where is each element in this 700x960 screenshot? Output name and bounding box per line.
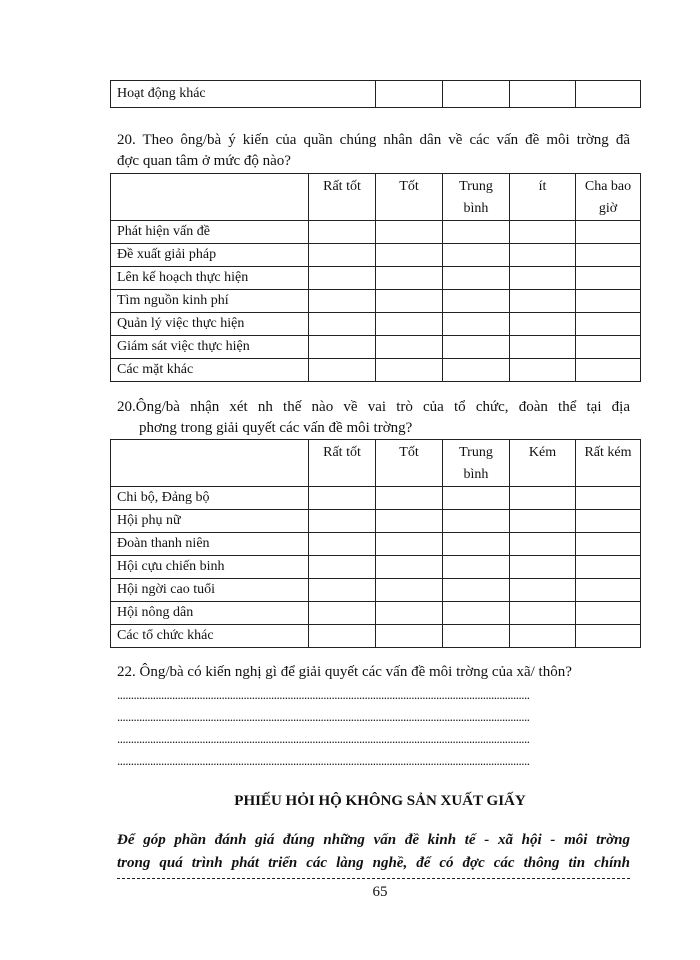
row-label: Quản lý việc thực hiện <box>111 313 309 336</box>
row-label: Đề xuất giải pháp <box>111 244 309 267</box>
table-row <box>111 487 641 510</box>
table-row <box>111 81 641 108</box>
table-header-row <box>111 174 641 221</box>
header-empty <box>111 440 309 487</box>
checkbox-cell[interactable] <box>443 244 510 267</box>
checkbox-cell[interactable] <box>376 81 443 108</box>
question-20a-line1: 20. Theo ông/bà ý kiến của quần chúng nhân dân về các vấn đề môi trờng đã <box>117 132 630 148</box>
checkbox-cell[interactable] <box>576 244 641 267</box>
checkbox-cell[interactable] <box>510 81 576 108</box>
checkbox-cell[interactable] <box>576 336 641 359</box>
checkbox-cell[interactable] <box>309 244 376 267</box>
header-cell: Kém <box>510 440 576 487</box>
table-header-row <box>111 440 641 487</box>
checkbox-cell[interactable] <box>443 579 510 602</box>
table-row <box>111 625 641 648</box>
checkbox-cell[interactable] <box>443 81 510 108</box>
checkbox-cell[interactable] <box>376 533 443 556</box>
checkbox-cell[interactable] <box>376 556 443 579</box>
checkbox-cell[interactable] <box>309 510 376 533</box>
row-label: Tìm nguồn kinh phí <box>111 290 309 313</box>
table-row <box>111 510 641 533</box>
checkbox-cell[interactable] <box>510 556 576 579</box>
checkbox-cell[interactable] <box>309 336 376 359</box>
checkbox-cell[interactable] <box>376 625 443 648</box>
checkbox-cell[interactable] <box>376 244 443 267</box>
row-label: Phát hiện vấn đề <box>111 221 309 244</box>
answer-line[interactable]: ...................................................................................................................................................... <box>117 731 530 746</box>
checkbox-cell[interactable] <box>376 221 443 244</box>
checkbox-cell[interactable] <box>510 533 576 556</box>
checkbox-cell[interactable] <box>443 510 510 533</box>
checkbox-cell[interactable] <box>443 602 510 625</box>
checkbox-cell[interactable] <box>576 313 641 336</box>
header-cell: Rất kém <box>576 440 641 487</box>
checkbox-cell[interactable] <box>443 313 510 336</box>
header-cell: Cha bao giờ <box>576 174 641 221</box>
checkbox-cell[interactable] <box>309 487 376 510</box>
checkbox-cell[interactable] <box>576 221 641 244</box>
answer-line[interactable]: ...................................................................................................................................................... <box>117 753 530 768</box>
header-cell: Tốt <box>376 440 443 487</box>
checkbox-cell[interactable] <box>376 313 443 336</box>
checkbox-cell[interactable] <box>376 290 443 313</box>
answer-line[interactable]: ...................................................................................................................................................... <box>117 709 530 724</box>
checkbox-cell[interactable] <box>576 625 641 648</box>
checkbox-cell[interactable] <box>576 487 641 510</box>
checkbox-cell[interactable] <box>576 81 641 108</box>
checkbox-cell[interactable] <box>443 487 510 510</box>
row-label: Lên kế hoạch thực hiện <box>111 267 309 290</box>
checkbox-cell[interactable] <box>443 533 510 556</box>
table-row <box>111 602 641 625</box>
checkbox-cell[interactable] <box>309 267 376 290</box>
checkbox-cell[interactable] <box>510 336 576 359</box>
checkbox-cell[interactable] <box>510 221 576 244</box>
row-label: Các tổ chức khác <box>111 625 309 648</box>
row-label: Hội phụ nữ <box>111 510 309 533</box>
checkbox-cell[interactable] <box>309 625 376 648</box>
checkbox-cell[interactable] <box>576 359 641 382</box>
checkbox-cell[interactable] <box>309 556 376 579</box>
checkbox-cell[interactable] <box>510 267 576 290</box>
intro-line1: Để góp phần đánh giá đúng những vấn đề kinh tế - xã hội - môi trờng <box>117 832 630 848</box>
checkbox-cell[interactable] <box>510 313 576 336</box>
checkbox-cell[interactable] <box>443 359 510 382</box>
table-continuation <box>110 80 641 108</box>
checkbox-cell[interactable] <box>309 221 376 244</box>
row-label: Hội cựu chiến binh <box>111 556 309 579</box>
table-q20b <box>110 439 641 648</box>
table-q20a <box>110 173 641 382</box>
row-label: Chi bộ, Đảng bộ <box>111 487 309 510</box>
header-cell: Rất tốt <box>309 174 376 221</box>
checkbox-cell[interactable] <box>376 510 443 533</box>
checkbox-cell[interactable] <box>376 359 443 382</box>
checkbox-cell[interactable] <box>510 579 576 602</box>
page-number: 65 <box>372 884 388 900</box>
checkbox-cell[interactable] <box>309 313 376 336</box>
table-row <box>111 313 641 336</box>
checkbox-cell[interactable] <box>376 579 443 602</box>
table-row <box>111 244 641 267</box>
checkbox-cell[interactable] <box>443 221 510 244</box>
checkbox-cell[interactable] <box>510 625 576 648</box>
checkbox-cell[interactable] <box>510 602 576 625</box>
row-label: Hội ngời cao tuổi <box>111 579 309 602</box>
header-cell: Trung bình <box>443 174 510 221</box>
checkbox-cell[interactable] <box>576 290 641 313</box>
header-cell: Tốt <box>376 174 443 221</box>
checkbox-cell[interactable] <box>576 556 641 579</box>
table-row <box>111 533 641 556</box>
checkbox-cell[interactable] <box>309 290 376 313</box>
table-row <box>111 267 641 290</box>
table-row <box>111 359 641 382</box>
checkbox-cell[interactable] <box>376 336 443 359</box>
checkbox-cell[interactable] <box>443 290 510 313</box>
row-label: Hoạt động khác <box>111 81 376 108</box>
table-row <box>111 579 641 602</box>
checkbox-cell[interactable] <box>510 244 576 267</box>
section-title: PHIẾU HỎI HỘ KHÔNG SẢN XUẤT GIẤY <box>234 793 526 809</box>
checkbox-cell[interactable] <box>576 267 641 290</box>
checkbox-cell[interactable] <box>510 487 576 510</box>
checkbox-cell[interactable] <box>376 602 443 625</box>
footer-divider <box>117 878 630 879</box>
question-22: 22. Ông/bà có kiến nghị gì để giải quyết các vấn đề môi trờng của xã/ thôn? <box>117 664 572 680</box>
row-label: Các mặt khác <box>111 359 309 382</box>
checkbox-cell[interactable] <box>309 533 376 556</box>
checkbox-cell[interactable] <box>443 336 510 359</box>
header-cell: Rất tốt <box>309 440 376 487</box>
intro-line2: trong quá trình phát triển các làng nghề, để có đợc các thông tin chính <box>117 855 630 871</box>
checkbox-cell[interactable] <box>443 556 510 579</box>
header-cell: ít <box>510 174 576 221</box>
question-20b-line2: phơng trong giải quyết các vấn đề môi trờng? <box>139 420 413 436</box>
checkbox-cell[interactable] <box>576 533 641 556</box>
checkbox-cell[interactable] <box>309 579 376 602</box>
checkbox-cell[interactable] <box>510 510 576 533</box>
question-20a-line2: đợc quan tâm ở mức độ nào? <box>117 153 291 169</box>
checkbox-cell[interactable] <box>443 267 510 290</box>
table-row <box>111 221 641 244</box>
question-20b-line1: 20.Ông/bà nhận xét nh thế nào về vai trò của tổ chức, đoàn thể tại địa <box>117 399 630 415</box>
header-empty <box>111 174 309 221</box>
checkbox-cell[interactable] <box>576 510 641 533</box>
checkbox-cell[interactable] <box>376 487 443 510</box>
checkbox-cell[interactable] <box>443 625 510 648</box>
row-label: Hội nông dân <box>111 602 309 625</box>
checkbox-cell[interactable] <box>510 359 576 382</box>
row-label: Giám sát việc thực hiện <box>111 336 309 359</box>
checkbox-cell[interactable] <box>510 290 576 313</box>
row-label: Đoàn thanh niên <box>111 533 309 556</box>
checkbox-cell[interactable] <box>309 359 376 382</box>
checkbox-cell[interactable] <box>576 579 641 602</box>
header-cell: Trung bình <box>443 440 510 487</box>
table-row <box>111 556 641 579</box>
checkbox-cell[interactable] <box>309 602 376 625</box>
checkbox-cell[interactable] <box>576 602 641 625</box>
answer-line[interactable]: ...................................................................................................................................................... <box>117 687 530 702</box>
table-row <box>111 290 641 313</box>
checkbox-cell[interactable] <box>376 267 443 290</box>
table-row <box>111 336 641 359</box>
